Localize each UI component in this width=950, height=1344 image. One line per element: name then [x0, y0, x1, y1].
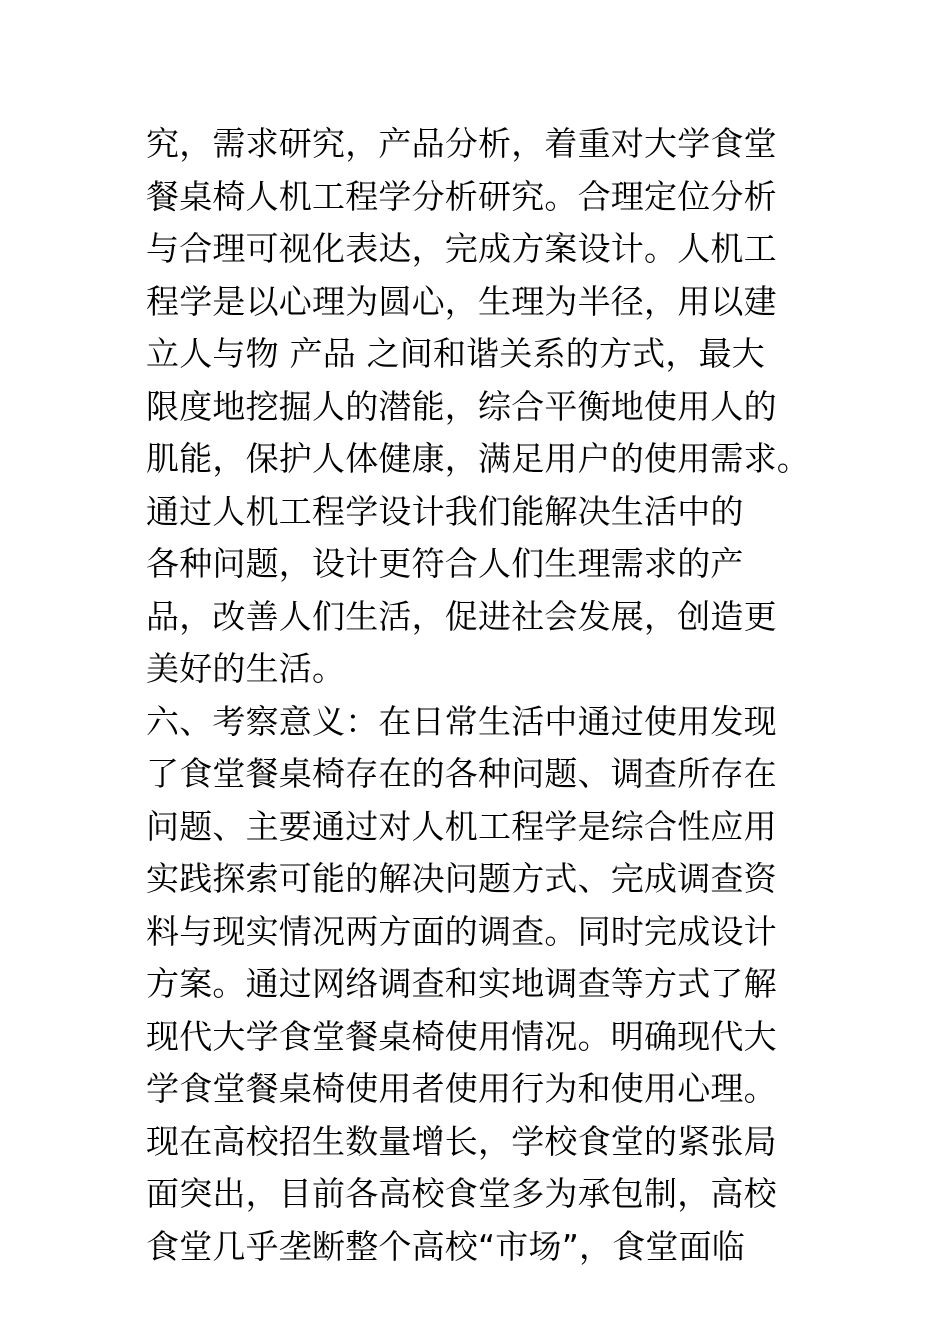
text-line-18: 现代大学食堂餐桌椅使用情况。明确现代大	[146, 1016, 777, 1056]
text-line-10: 品，改善人们生活，促进社会发展，创造更	[146, 596, 777, 636]
text-line-22: 食堂几乎垄断整个高校“市场”，食堂面临	[146, 1226, 745, 1266]
text-line-19: 学食堂餐桌椅使用者使用行为和使用心理。	[146, 1069, 777, 1108]
text-line-9: 各种问题，设计更符合人们生理需求的产	[146, 544, 744, 583]
text-line-1: 究，需求研究，产品分析，着重对大学食堂	[146, 124, 777, 163]
section-heading-line: 六、考察意义：在日常生活中通过使用发现	[146, 701, 777, 741]
text-line-16: 料与现实情况两方面的调查。同时完成设计	[146, 911, 777, 951]
text-line-6: 限度地挖掘人的潜能，综合平衡地使用人的	[146, 386, 777, 426]
text-line-8: 通过人机工程学设计我们能解决生活中的	[146, 491, 744, 531]
text-line-17: 方案。通过网络调查和实地调查等方式了解	[146, 964, 777, 1003]
text-line-4: 程学是以心理为圆心，生理为半径，用以建	[146, 281, 777, 321]
text-line-20: 现在高校招生数量增长，学校食堂的紧张局	[146, 1121, 777, 1161]
text-line-5: 立人与物 产品 之间和谐关系的方式，最大	[146, 334, 765, 373]
text-line-7: 肌能，保护人体健康，满足用户的使用需求。	[146, 439, 810, 478]
text-line-11: 美好的生活。	[146, 649, 346, 688]
text-line-13: 了食堂餐桌椅存在的各种问题、调查所存在	[146, 754, 777, 793]
text-line-15: 实践探索可能的解决问题方式、完成调查资	[146, 859, 777, 898]
text-line-2: 餐桌椅人机工程学分析研究。合理定位分析	[146, 176, 777, 216]
text-line-21: 面突出，目前各高校食堂多为承包制，高校	[146, 1174, 777, 1213]
body-text	[146, 118, 826, 1273]
text-line-14: 问题、主要通过对人机工程学是综合性应用	[146, 806, 777, 846]
text-line-3: 与合理可视化表达，完成方案设计。人机工	[146, 229, 777, 268]
